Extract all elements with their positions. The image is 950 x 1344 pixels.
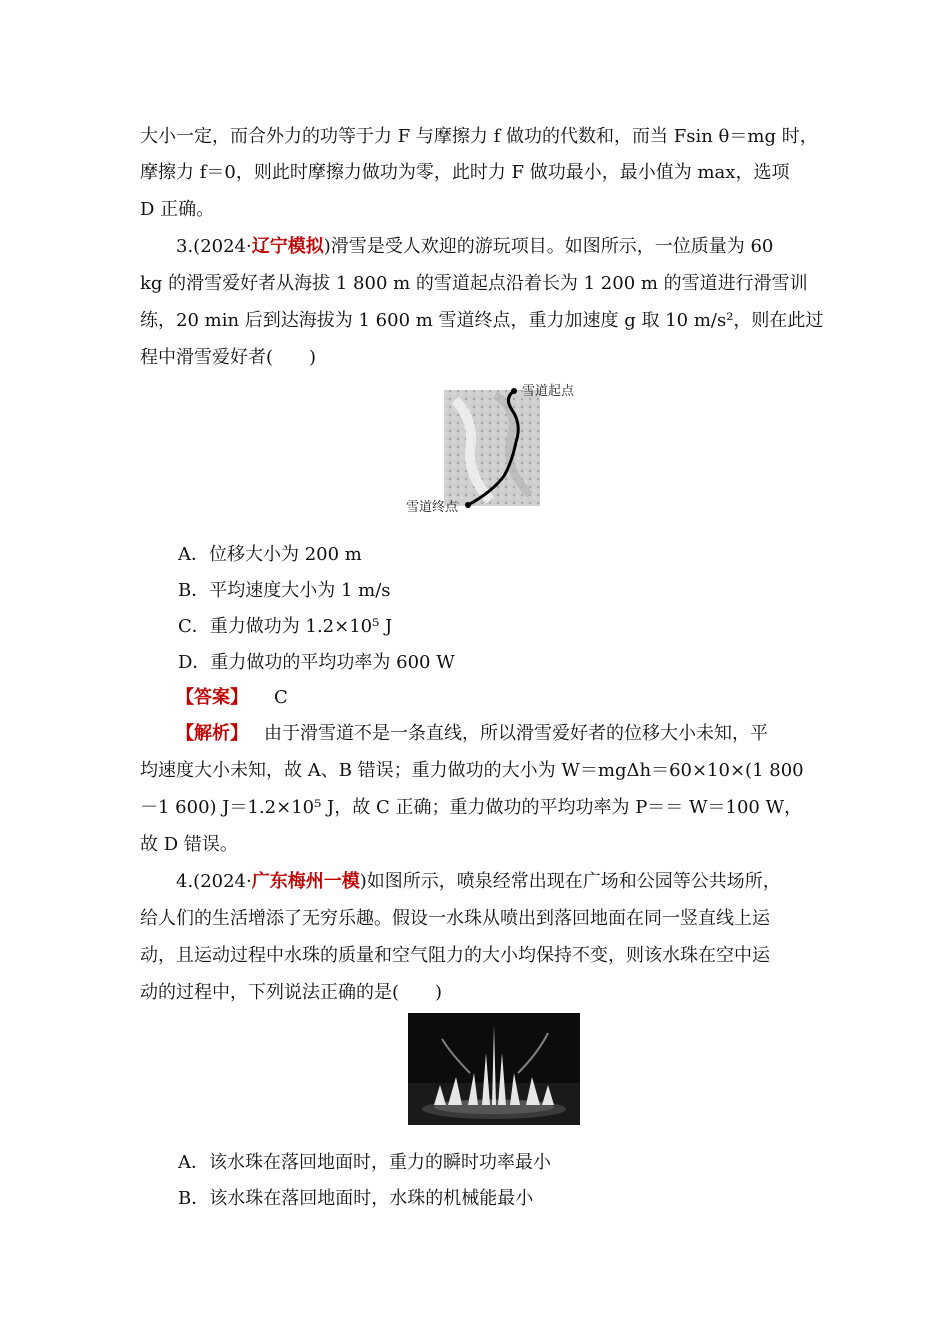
label-slope-start: 雪道起点 bbox=[522, 384, 575, 399]
ski-slope-figure bbox=[400, 380, 590, 518]
option-a: A．位移大小为 200 m bbox=[178, 544, 362, 565]
question-source: 广东梅州一模 bbox=[251, 871, 360, 892]
answer-line bbox=[176, 686, 288, 710]
option-d: D．重力做功的平均功率为 600 W bbox=[178, 652, 455, 673]
question-4-stem: 4.(2024·广东梅州一模)如图所示，喷泉经常出现在广场和公园等公共场所， bbox=[176, 871, 781, 892]
option-b: B．该水珠在落回地面时，水珠的机械能最小 bbox=[178, 1188, 534, 1209]
option-c: C．重力做功为 1.2×10⁵ J bbox=[178, 616, 393, 637]
text-line: －1 600) J＝1.2×10⁵ J，故 C 正确；重力做功的平均功率为 P＝＝ W＝100 W， bbox=[140, 797, 803, 818]
text-line: 练，20 min 后到达海拔为 1 600 m 雪道终点，重力加速度 g 取 10 m/s²，则在此过 bbox=[140, 310, 824, 331]
text-line: 故 D 错误。 bbox=[140, 834, 238, 855]
answer-tag: 【答案】 bbox=[176, 687, 248, 708]
option-b: B．平均速度大小为 1 m/s bbox=[178, 580, 391, 601]
text-line: 动，且运动过程中水珠的质量和空气阻力的大小均保持不变，则该水珠在空中运 bbox=[140, 945, 770, 966]
text-line: kg 的滑雪爱好者从海拔 1 800 m 的雪道起点沿着长为 1 200 m 的雪道进行滑雪训 bbox=[140, 273, 808, 294]
answer-value: C bbox=[274, 687, 288, 708]
text-line: 给人们的生活增添了无穷乐趣。假设一水珠从喷出到落回地面在同一竖直线上运 bbox=[140, 908, 770, 929]
text-line: D 正确。 bbox=[140, 199, 215, 220]
question-source: 辽宁模拟 bbox=[251, 236, 324, 257]
label-slope-end: 雪道终点 bbox=[406, 500, 459, 515]
analysis-line: 【解析】 由于滑雪道不是一条直线，所以滑雪爱好者的位移大小未知，平 bbox=[176, 723, 768, 744]
text-line: 摩擦力 f＝0，则此时摩擦力做功为零，此时力 F 做功最小，最小值为 max，选项 bbox=[140, 162, 790, 183]
text-line: 大小一定，而合外力的功等于力 F 与摩擦力 f 做功的代数和，而当 Fsin θ＝mg 时， bbox=[140, 126, 818, 147]
analysis-tag: 【解析】 bbox=[176, 723, 248, 744]
text-line: 动的过程中，下列说法正确的是( ) bbox=[140, 982, 443, 1003]
text-line: 程中滑雪爱好者( ) bbox=[140, 347, 317, 368]
question-3-stem: 3.(2024·辽宁模拟)滑雪是受人欢迎的游玩项目。如图所示，一位质量为 60 bbox=[176, 236, 774, 257]
text-line: 均速度大小未知，故 A、B 错误；重力做功的大小为 W＝mgΔh＝60×10×(1 800 bbox=[140, 760, 804, 781]
option-a: A．该水珠在落回地面时，重力的瞬时功率最小 bbox=[178, 1152, 551, 1173]
fountain-photo bbox=[408, 1013, 580, 1125]
